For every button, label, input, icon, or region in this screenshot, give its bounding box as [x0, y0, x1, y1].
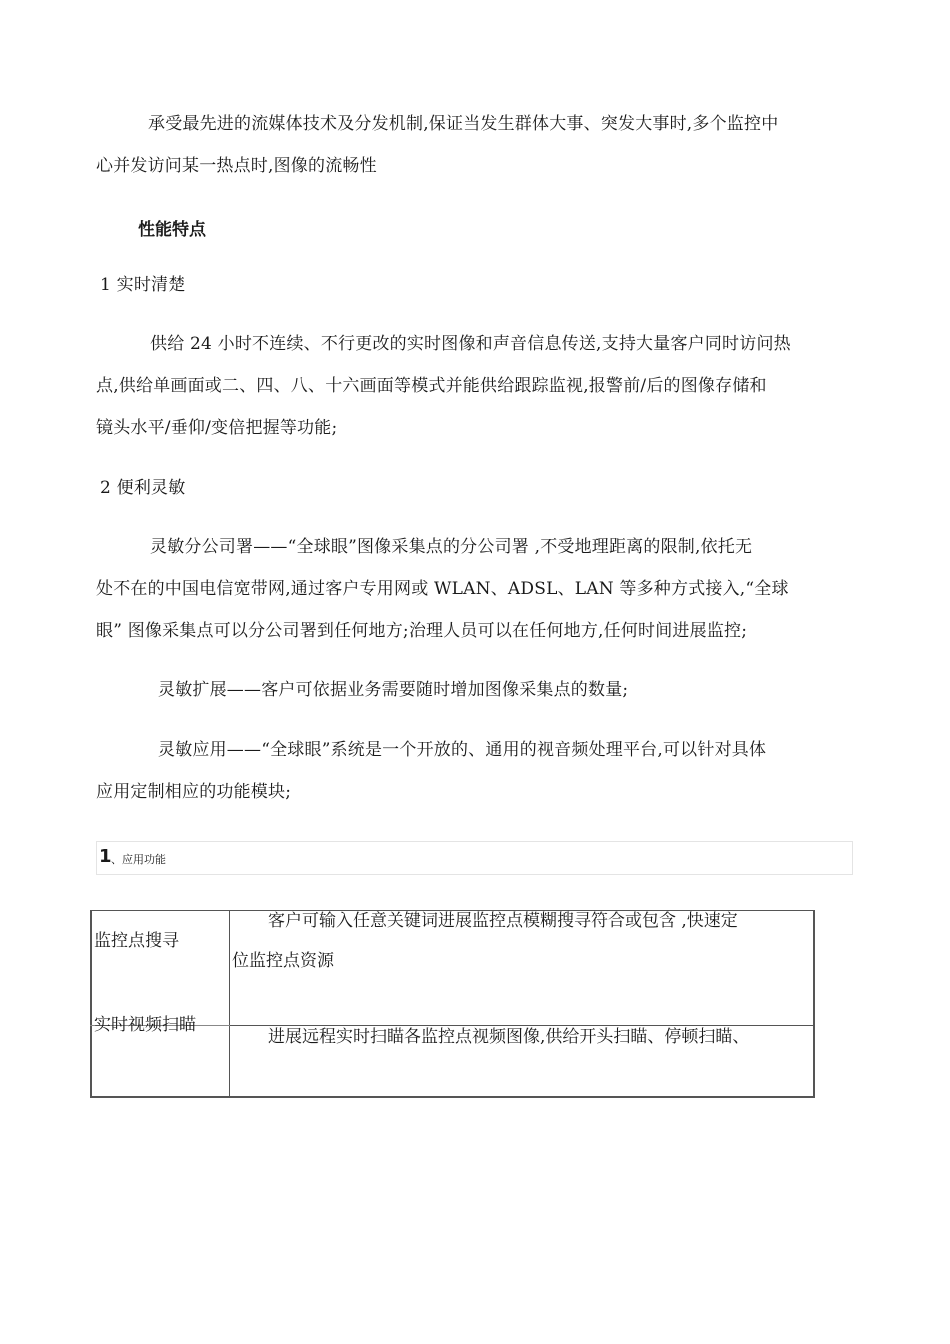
table-border-right — [813, 910, 815, 1098]
item2-title: 2 便利灵敏 — [100, 478, 186, 498]
table-column-divider — [229, 910, 230, 1098]
item1-line-3: 镜头水平/垂仰/变倍把握等功能; — [96, 418, 338, 438]
intro-line-1: 承受最先进的流媒体技术及分发机制,保证当发生群体大事、突发大事时,多个监控中 — [148, 114, 779, 134]
item2-p1-line-1: 灵敏分公司署——“全球眼”图像采集点的分公司署 ,不受地理距离的限制,依托无 — [150, 537, 753, 557]
section-label: 、应用功能 — [111, 853, 166, 866]
row2-desc-line-1: 进展远程实时扫瞄各监控点视频图像,供给开头扫瞄、停顿扫瞄、 — [268, 1027, 750, 1047]
row1-desc-line-1: 客户可输入任意关键词进展监控点模糊搜寻符合或包含 ,快速定 — [268, 911, 738, 931]
row1-desc-line-2: 位监控点资源 — [232, 951, 334, 971]
row1-name: 监控点搜寻 — [94, 931, 179, 951]
item2-p2-line-1: 灵敏扩展——客户可依据业务需要随时增加图像采集点的数量; — [158, 680, 629, 700]
table-border-left — [90, 910, 92, 1098]
intro-line-2: 心并发访问某一热点时,图像的流畅性 — [96, 156, 377, 176]
item2-p1-line-2: 处不在的中国电信宽带网,通过客户专用网或 WLAN、ADSL、LAN 等多种方式接入,“全球 — [96, 579, 789, 599]
item2-p3-line-1: 灵敏应用——“全球眼”系统是一个开放的、通用的视音频处理平台,可以针对具体 — [158, 740, 767, 760]
item1-line-2: 点,供给单画面或二、四、八、十六画面等模式并能供给跟踪监视,报警前/后的图像存储和 — [96, 376, 767, 396]
item2-p3-line-2: 应用定制相应的功能模块; — [96, 782, 292, 802]
table-border-bottom — [90, 1096, 815, 1098]
table-row-divider — [229, 1025, 815, 1026]
section-heading-box — [96, 841, 853, 875]
row2-name: 实时视频扫瞄 — [94, 1015, 196, 1035]
item1-line-1: 供给 24 小时不连续、不行更改的实时图像和声音信息传送,支持大量客户同时访问热 — [150, 334, 791, 354]
section-number: 1 — [99, 846, 112, 867]
features-heading: 性能特点 — [138, 220, 206, 240]
item2-p1-line-3: 眼” 图像采集点可以分公司署到任何地方;治理人员可以在任何地方,任何时间进展监控; — [96, 621, 748, 641]
item1-title: 1 实时清楚 — [100, 275, 186, 295]
